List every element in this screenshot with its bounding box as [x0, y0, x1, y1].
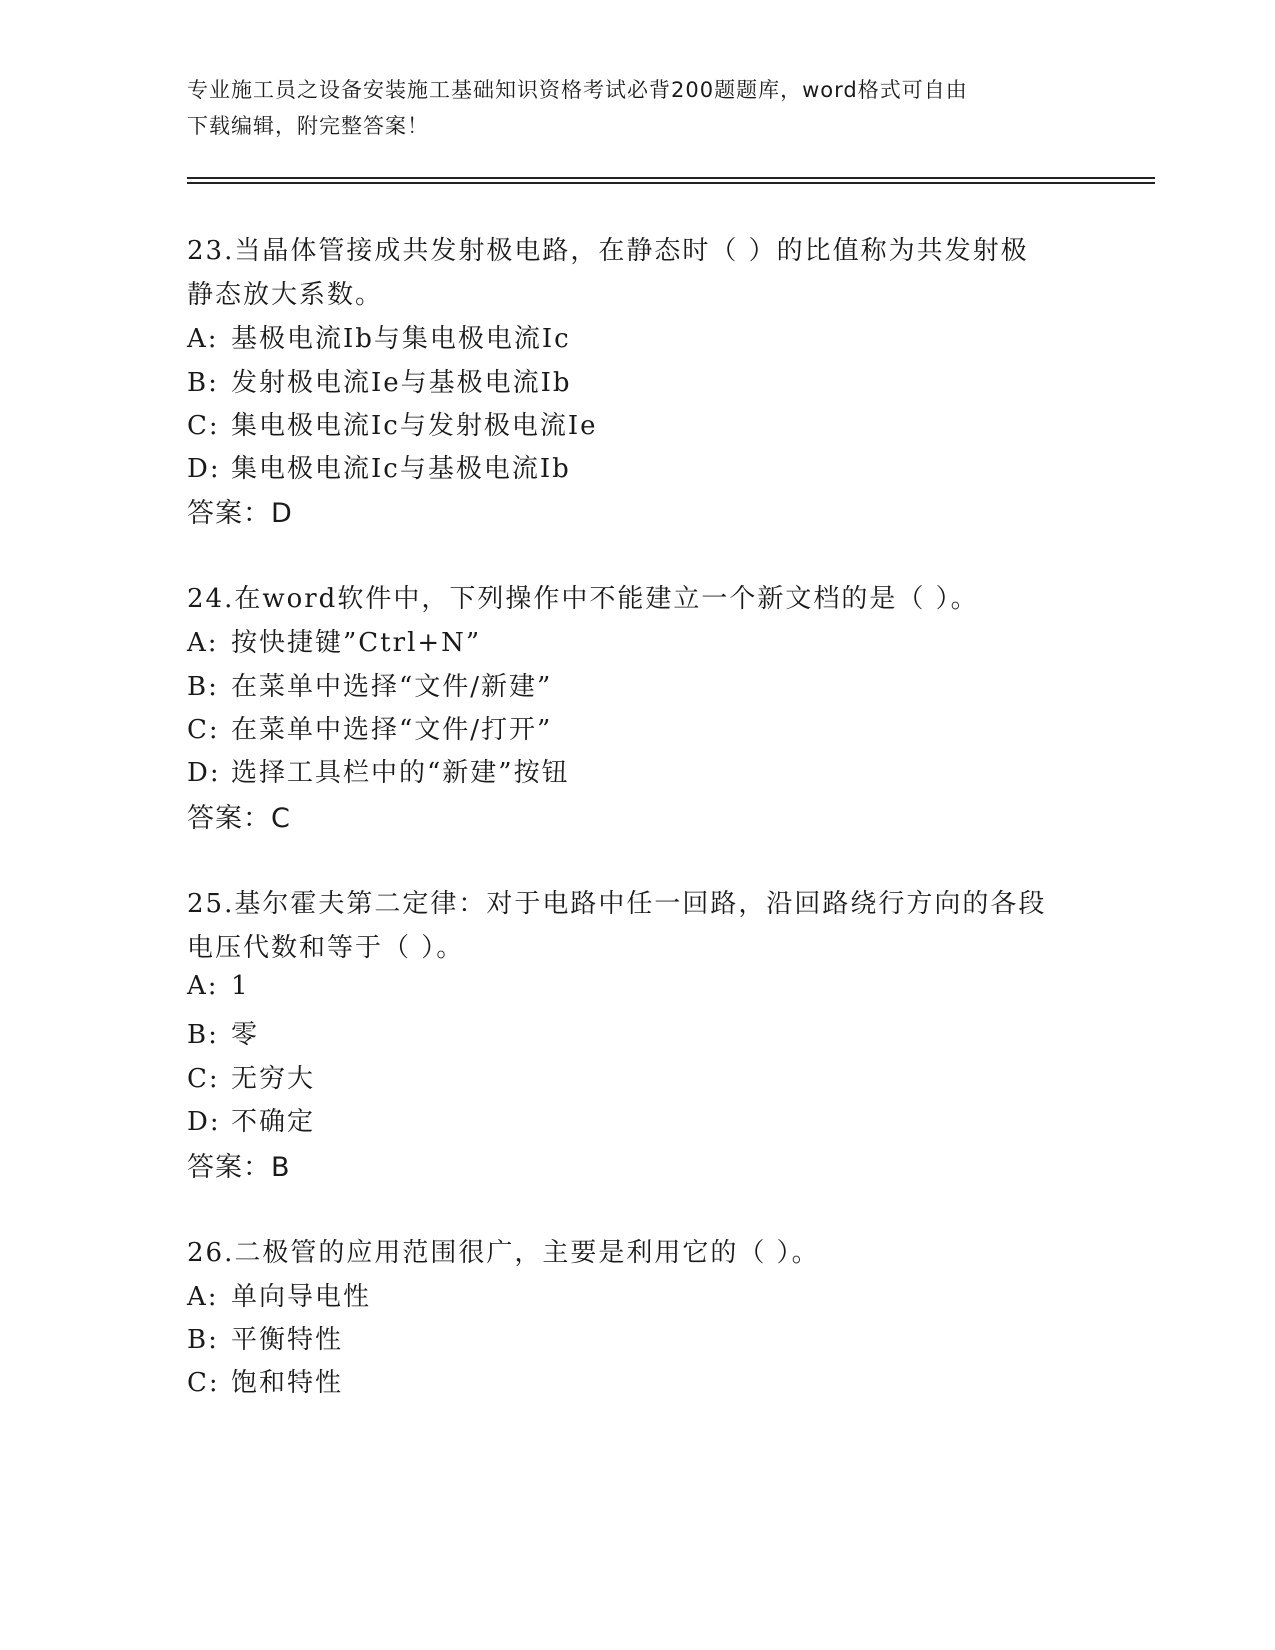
option-text: 在菜单中选择“文件/打开” — [231, 715, 553, 745]
option-text: 单向导电性 — [231, 1282, 372, 1312]
question-25-option-c — [187, 1058, 315, 1095]
question-23-option-c — [187, 405, 598, 442]
question-24-answer: 答案：C — [187, 803, 291, 834]
option-letter: A: — [187, 971, 219, 1001]
option-letter: C: — [187, 411, 220, 441]
option-text: 零 — [231, 1020, 260, 1050]
option-letter: C: — [187, 1064, 220, 1094]
question-25-answer: 答案：B — [187, 1152, 291, 1183]
option-text: 不确定 — [231, 1107, 316, 1137]
document-header — [187, 72, 1087, 144]
option-letter: B: — [187, 368, 219, 398]
header-divider-top — [187, 177, 1155, 179]
question-25-stem-line-2: 电压代数和等于（ ）。 — [187, 933, 465, 963]
question-23-stem-line-1: 23.当晶体管接成共发射极电路，在静态时（ ）的比值称为共发射极 — [187, 236, 1029, 266]
header-divider-bottom — [187, 182, 1155, 184]
option-letter: A: — [187, 324, 219, 354]
header-line-2: 下载编辑，附完整答案！ — [187, 114, 429, 138]
option-text: 选择工具栏中的“新建”按钮 — [231, 758, 570, 788]
question-23-option-a — [187, 318, 571, 355]
option-text: 1 — [231, 971, 250, 1001]
question-25-option-b — [187, 1014, 259, 1051]
question-25-stem-line-1: 25.基尔霍夫第二定律：对于电路中任一回路，沿回路绕行方向的各段 — [187, 889, 1047, 919]
question-25-option-a — [187, 971, 250, 1001]
question-23-option-b — [187, 362, 572, 399]
question-24-option-b — [187, 666, 552, 703]
question-26-option-b — [187, 1319, 343, 1356]
question-24-option-a — [187, 622, 481, 659]
question-23-stem-line-2: 静态放大系数。 — [187, 280, 384, 310]
option-text: 基极电流Ib与集电极电流Ic — [231, 324, 571, 354]
option-letter: D: — [187, 758, 221, 788]
option-letter: C: — [187, 715, 220, 745]
question-26-option-c — [187, 1362, 343, 1399]
option-letter: D: — [187, 454, 221, 484]
question-23-option-d — [187, 448, 571, 485]
question-24-stem-line-1: 24.在word软件中，下列操作中不能建立一个新文档的是（ ）。 — [187, 584, 979, 614]
option-text: 按快捷键”Ctrl+N” — [231, 628, 482, 658]
option-text: 发射极电流Ie与基极电流Ib — [231, 368, 572, 398]
option-text: 无穷大 — [231, 1064, 316, 1094]
option-letter: A: — [187, 1282, 219, 1312]
question-25-option-d — [187, 1101, 315, 1138]
question-26-option-a — [187, 1276, 371, 1313]
question-24-option-c — [187, 709, 552, 746]
option-letter: A: — [187, 628, 219, 658]
option-letter: B: — [187, 1325, 219, 1355]
option-letter: B: — [187, 672, 219, 702]
option-text: 平衡特性 — [231, 1325, 344, 1355]
question-23-answer: 答案：D — [187, 498, 293, 529]
option-text: 在菜单中选择“文件/新建” — [231, 672, 553, 702]
option-text: 饱和特性 — [231, 1368, 344, 1398]
option-letter: C: — [187, 1368, 220, 1398]
header-line-1: 专业施工员之设备安装施工基础知识资格考试必背200题题库，word格式可自由 — [187, 78, 968, 102]
option-letter: D: — [187, 1107, 221, 1137]
option-text: 集电极电流Ic与发射极电流Ie — [231, 411, 598, 441]
question-24-option-d — [187, 752, 570, 789]
option-text: 集电极电流Ic与基极电流Ib — [231, 454, 571, 484]
question-26-stem-line-1: 26.二极管的应用范围很广，主要是利用它的（ ）。 — [187, 1238, 820, 1268]
option-letter: B: — [187, 1020, 219, 1050]
